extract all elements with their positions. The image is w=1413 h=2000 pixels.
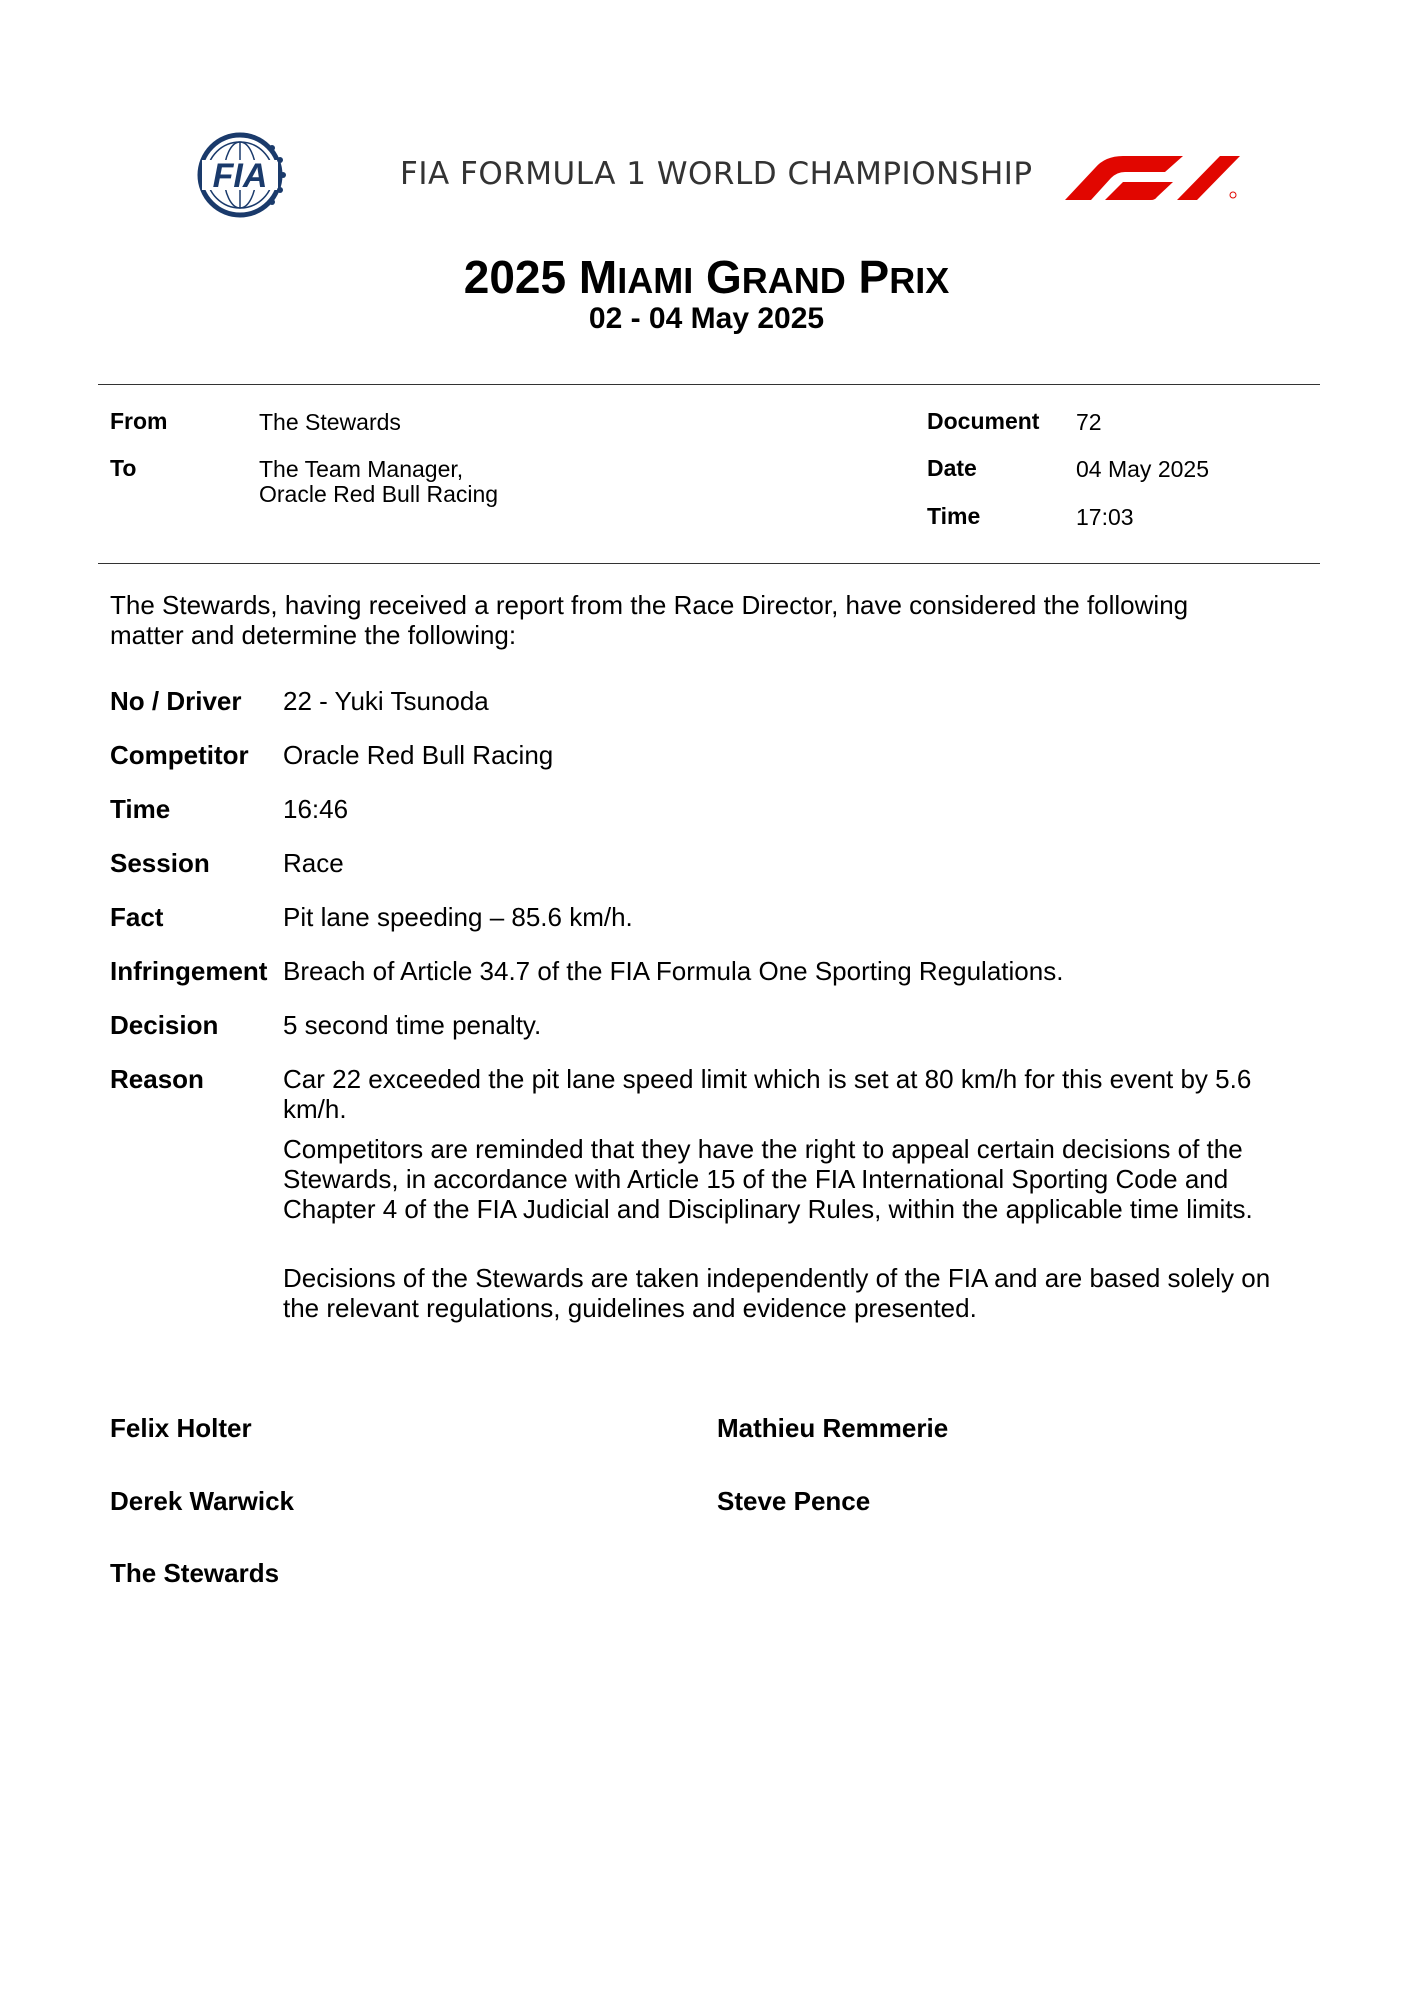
decision-value: 5 second time penalty. bbox=[283, 1010, 542, 1040]
event-year: 2025 bbox=[463, 251, 567, 303]
incident-time-value: 16:46 bbox=[283, 794, 349, 824]
header-divider bbox=[98, 384, 1320, 385]
event-dates: 02 - 04 May 2025 bbox=[588, 302, 825, 335]
document-number: 72 bbox=[1076, 409, 1102, 435]
competitor-label: Competitor bbox=[110, 740, 249, 770]
infringement-value: Breach of Article 34.7 of the FIA Formula One Sporting Regulations. bbox=[283, 956, 1064, 986]
driver-value: 22 - Yuki Tsunoda bbox=[283, 686, 489, 716]
fact-value: Pit lane speeding – 85.6 km/h. bbox=[283, 902, 633, 932]
driver-label: No / Driver bbox=[110, 686, 242, 716]
document-label: Document bbox=[927, 408, 1040, 434]
incident-time-label: Time bbox=[110, 794, 171, 824]
session-value: Race bbox=[283, 848, 344, 878]
reason-label: Reason bbox=[110, 1064, 204, 1094]
to-value-line2: Oracle Red Bull Racing bbox=[259, 481, 499, 507]
steward-felix-holter: Felix Holter bbox=[110, 1413, 252, 1443]
event-name-word2: GRAND bbox=[705, 251, 846, 303]
date-value: 04 May 2025 bbox=[1076, 456, 1209, 482]
appeal-note: Competitors are reminded that they have the right to appeal certain decisions of the Stewards, in accordance with Article 15 of the FIA International Sporting Code and Chapter 4 of the FIA Judicial and Disciplinary Rules, within the applicable time limits. bbox=[283, 1134, 1253, 1224]
time-label: Time bbox=[927, 503, 981, 529]
event-title bbox=[0, 250, 1413, 304]
reason-value: Car 22 exceeded the pit lane speed limit which is set at 80 km/h for this event by 5.6 km/h. bbox=[283, 1064, 1252, 1124]
from-label: From bbox=[110, 408, 168, 434]
meta-divider bbox=[98, 563, 1320, 564]
competitor-value: Oracle Red Bull Racing bbox=[283, 740, 554, 770]
time-value: 17:03 bbox=[1076, 504, 1134, 530]
svg-text:FIA: FIA bbox=[212, 157, 268, 195]
steward-mathieu-remmerie: Mathieu Remmerie bbox=[717, 1413, 949, 1443]
steward-steve-pence: Steve Pence bbox=[717, 1486, 871, 1516]
event-name-word3: PRIX bbox=[858, 251, 950, 303]
session-label: Session bbox=[110, 848, 210, 878]
steward-derek-warwick: Derek Warwick bbox=[110, 1486, 295, 1516]
fact-label: Fact bbox=[110, 902, 164, 932]
decision-label: Decision bbox=[110, 1010, 219, 1040]
event-name-word1: MIAMI bbox=[578, 251, 694, 303]
from-value: The Stewards bbox=[259, 409, 401, 435]
to-value-line1: The Team Manager, bbox=[259, 456, 464, 482]
infringement-label: Infringement bbox=[110, 956, 268, 986]
independence-note: Decisions of the Stewards are taken independently of the FIA and are based solely on the relevant regulations, guidelines and evidence presented. bbox=[283, 1263, 1271, 1323]
document-header bbox=[180, 130, 1240, 220]
fia-logo-icon bbox=[180, 130, 300, 220]
f1-logo-icon bbox=[1065, 150, 1240, 200]
to-label: To bbox=[110, 455, 137, 481]
championship-title: FIA FORMULA 1 WORLD CHAMPIONSHIP bbox=[400, 156, 1033, 192]
intro-paragraph: The Stewards, having received a report from the Race Director, have considered the following matter and determine the following: bbox=[110, 590, 1189, 650]
stewards-closing: The Stewards bbox=[110, 1558, 280, 1588]
date-label: Date bbox=[927, 455, 977, 481]
